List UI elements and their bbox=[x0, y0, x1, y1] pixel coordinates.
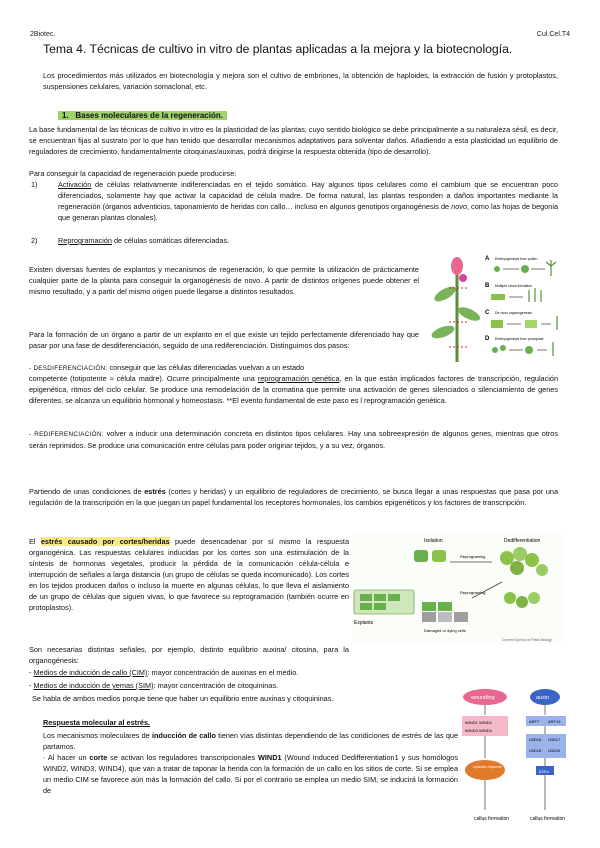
text-callus-2: tienen vías distintas dependiendo de las condiciones de estrés de las que partamos. bbox=[43, 731, 458, 751]
header-right: Cul.Cel.T4 bbox=[536, 31, 570, 38]
caption-b: Multiple shoot formation bbox=[495, 284, 533, 288]
figure-label-a: A bbox=[485, 256, 490, 262]
caption-c: De novo organogenesis bbox=[495, 311, 532, 315]
explant-tissue bbox=[354, 590, 414, 614]
label-arf-a: ARF7 bbox=[529, 719, 540, 724]
text-wind-3: (Wound Induced Dedifferentiation1 y sus homólogos WIND2, WIND3, WIND4), que van a tratar de taponar la herida con la formación de un callo en los sitios de corte. Si se emplea un medio CIM se favorece aún más la formación del callo. Si por el contrario se emplea un medio SIM, se inducirá la formación de bbox=[43, 753, 458, 795]
paragraph-regeneration-intro: Para conseguir la capacidad de regeneración puede producirse: bbox=[29, 169, 237, 178]
label-lbd-b: LBD17 bbox=[548, 737, 561, 742]
italic-novo: novo bbox=[451, 202, 467, 211]
label-lbd-d: LBD29 bbox=[548, 748, 561, 753]
paragraph-desdiferenciacion bbox=[29, 373, 558, 406]
term-reprogramacion: Reprogramación bbox=[58, 236, 112, 245]
text-wind-2: se activan los reguladores transcripcionales bbox=[107, 753, 259, 762]
molecular-pathway-figure bbox=[460, 660, 570, 845]
paragraph-plasticity: La base fundamental de las técnicas de cultivo in vitro es la plasticidad de las plantas, cuyo sentido biológico se debe principalmente a su naturaleza sésil, es decir, se encuentran fijas al sustrato por lo que han tenido que desarrollar mecanismos adaptativos para solventar daños. Añadiendo a esta plasticidad un equilibrio de reguladores de crecimiento, fundamentalmente citoquinas/auxinas, podrá dirigirse la respuesta obtenida (tipo de desarrollo). bbox=[29, 125, 558, 156]
list-item-text: de células somáticas diferenciadas. bbox=[111, 236, 230, 245]
paragraph-rediferenciacion bbox=[29, 428, 558, 451]
text-wound-1: El bbox=[29, 537, 41, 546]
label-isolation: Isolation bbox=[424, 538, 443, 544]
intro-paragraph: Los procedimientos más utilizados en biotecnología y mejora son el cultivo de embriones, la obtención de haploides, la extracción de fusión y protoplastos, suspensiones celulares, variación somaclonal, etc. bbox=[43, 71, 558, 91]
figure-label-b: B bbox=[485, 283, 490, 289]
list-number-1: 1) bbox=[31, 180, 38, 189]
term-sim: Medios de inducción de yemas (SIM) bbox=[33, 681, 154, 690]
term-wind1: WIND1 bbox=[258, 753, 282, 762]
text-wind-1: · Al hacer un bbox=[43, 753, 90, 762]
text-stress-1: Partiendo de unas condiciones de bbox=[29, 487, 145, 496]
section-number: 1. bbox=[62, 111, 69, 120]
list-item-tail: , como las hojas de begonia que generan plantas clonales). bbox=[58, 202, 558, 222]
paragraph-wound-stress bbox=[29, 536, 349, 613]
term-activacion: Activación bbox=[58, 180, 92, 189]
header-left: 2Biotec. bbox=[30, 31, 56, 38]
paragraph-stress bbox=[29, 486, 558, 508]
term-estres: estrés bbox=[144, 487, 166, 496]
term-estres-cortes: estrés causado por cortes/heridas bbox=[40, 537, 170, 546]
label-wind-a: WIND1 WIND2 bbox=[465, 720, 492, 725]
label-arf-b: ARF19 bbox=[548, 719, 561, 724]
cytokinin-node bbox=[465, 760, 505, 780]
paragraph-signals: Son necesarias distintas señales, por ejemplo, distinto equilibrio auxina/ citosina, para la organogénesis: bbox=[29, 645, 349, 665]
list-item-text: de células relativamente indiferenciadas en el tejido somático. Hay algunos tipos celulares como el cambium que se encuentran poco diferenciados, solamente hay que activar la capacidad de célula madre. De forma natural, las plantas responden a daños importantes mediante la regeneración (órganos adventicios, taponamiento de heridas con callo… incluso en algunos genotipos organogénesis de bbox=[58, 180, 558, 211]
text-desdif-2: competente (totipotente ≈ célula madre). Ocurre principalmente una bbox=[29, 374, 258, 383]
paragraph-wind1 bbox=[43, 752, 458, 796]
term-rediferenciacion: - REDIFERENCIACIÓN: bbox=[29, 431, 104, 438]
term-corte: corte bbox=[89, 753, 108, 762]
label-wounding: wounding bbox=[471, 695, 495, 701]
figure-credit: Current Opinion in Plant Biology bbox=[502, 638, 552, 642]
text-desdif: conseguir que las células diferenciadas vuelvan a un estado bbox=[107, 363, 305, 372]
text-sim: : mayor concentración de citoquininas. bbox=[153, 681, 279, 690]
label-cytokinin: cytokinin response bbox=[473, 765, 502, 769]
paragraph-callus-induction bbox=[43, 730, 458, 752]
text-desdif-3: , en la que están implicados factores de transcripción, regulación epigenética, ritmos del ciclo celular. Se produce una remodelación de la cromatina que permite una activación de genes silenciados o silenciamiento de genes diferentes, se alcanza un equilibrio hormonal y homeostasis. **El evento fundamental de este paso es l reprogramación genética. bbox=[29, 374, 559, 405]
paragraph-organ-formation: Para la formación de un órgano a partir de un explanto en el que existe un tejido perfectamente diferenciado hay que pasar por una fase de desdiferenciación, seguido de una rediferenciación. Distinguimos dos pasos: bbox=[29, 330, 419, 350]
term-reprogramacion-genetica: reprogramación genética bbox=[257, 374, 340, 383]
paragraph-explant-sources: Existen diversas fuentes de explantos y mecanismos de regeneración, lo que permite la utilización de prácticamente cualquier parte de la planta para conseguir la organogénesis de novo. A partir de distintos orígenes puede obtener el mismo resultado, y a partir del mismo origen puede llegarse a distintos resultados. bbox=[29, 265, 419, 296]
label-damaged: Damaged or dying cells bbox=[424, 628, 466, 633]
label-callus-1: callus formation bbox=[474, 816, 510, 822]
wind-box bbox=[462, 716, 508, 736]
list-item-cim: - Medios de inducción de callo (CIM): mayor concentración de auxinas en el medio. bbox=[29, 668, 299, 677]
text-cim: : mayor concentración de auxinas en el medio. bbox=[147, 668, 299, 677]
section-heading bbox=[58, 110, 258, 121]
text-redif: volver a inducir una determinación concreta en distintos tipos celulares. Hay una sobreexpresión de algunos genes, mientras que otros serán reprimidos. Se produce una comunicación entre células para poder originar tejidos, y a su vez, órganos. bbox=[29, 429, 558, 450]
figure-label-c: C bbox=[485, 310, 490, 316]
text-wound-2: puede desencadenar por sí mismo la respuesta organogénica. Las respuestas celulares inducidas por los cortes son una estimulación de la síntesis de hormonas vegetales, producir la pérdida de la comunicación célula-célula e interrupción de señales a larga distancia (un grupo de células se queda incomunicado). Los cortes en los tejidos producen daños o incluso la muerte en algunas células, lo que lleva el aislamiento de un grupo de células que siguen vivas, lo que favorece su reprogramación (también ocurre en protoplastos). bbox=[29, 537, 350, 612]
wound-reprogramming-figure bbox=[352, 532, 564, 644]
list-item-activacion bbox=[58, 179, 558, 223]
label-reprograming-1: Reprograming bbox=[460, 554, 486, 559]
label-dedifferentiation: Dedifferentiation bbox=[504, 538, 541, 544]
label-lbd-c: LBD18 bbox=[529, 748, 542, 753]
label-lbd-a: LBD16 bbox=[529, 737, 542, 742]
caption-d: Embryogenesis from protoplast bbox=[495, 337, 544, 341]
term-desdiferenciacion: - DESDIFERENCIACIÓN: bbox=[29, 365, 108, 372]
label-reprograming-2: Reprograming bbox=[460, 590, 486, 595]
label-explants: Explants bbox=[354, 620, 374, 626]
page-title: Tema 4. Técnicas de cultivo in vitro de plantas aplicadas a la mejora y la biotecnología. bbox=[43, 42, 513, 56]
list-item-reprogramacion bbox=[58, 235, 558, 246]
text-callus-1: Los mecanismos moleculares de bbox=[43, 731, 152, 740]
section-label: Bases moleculares de la regeneración. bbox=[75, 111, 223, 120]
explant-sources-figure bbox=[427, 252, 567, 367]
paragraph-balance: Se habla de ambos medios porque tiene que haber un equilibrio entre auxinas y citoquininas. bbox=[32, 694, 334, 703]
subsection-heading: Respuesta molecular al estrés. bbox=[43, 718, 151, 727]
plant-illustration bbox=[430, 257, 482, 362]
label-wind-b: WIND3 WIND4 bbox=[465, 728, 492, 733]
label-auxin: auxin bbox=[536, 695, 550, 701]
figure-label-d: D bbox=[485, 336, 490, 342]
label-e2f: E2Fa bbox=[539, 769, 549, 774]
term-induccion-callo: inducción de callo bbox=[151, 731, 216, 740]
caption-a: Embryogenesis from pollen bbox=[495, 257, 538, 261]
text-stress-2: (cortes y heridas) y un equilibrio de reguladores de crecimiento, se busca llegar a unas respuestas que pasa por una regulación de la transcripción en la que juegan un papel fundamental los receptores hormonales, los cambios epigenéticos y los factores de transcripción. bbox=[29, 487, 558, 507]
list-number-2: 2) bbox=[31, 236, 38, 245]
label-callus-2: callus formation bbox=[530, 816, 566, 822]
term-cim: Medios de inducción de callo (CIM) bbox=[33, 668, 148, 677]
list-item-sim: - Medios de inducción de yemas (SIM): mayor concentración de citoquininas. bbox=[29, 681, 279, 690]
